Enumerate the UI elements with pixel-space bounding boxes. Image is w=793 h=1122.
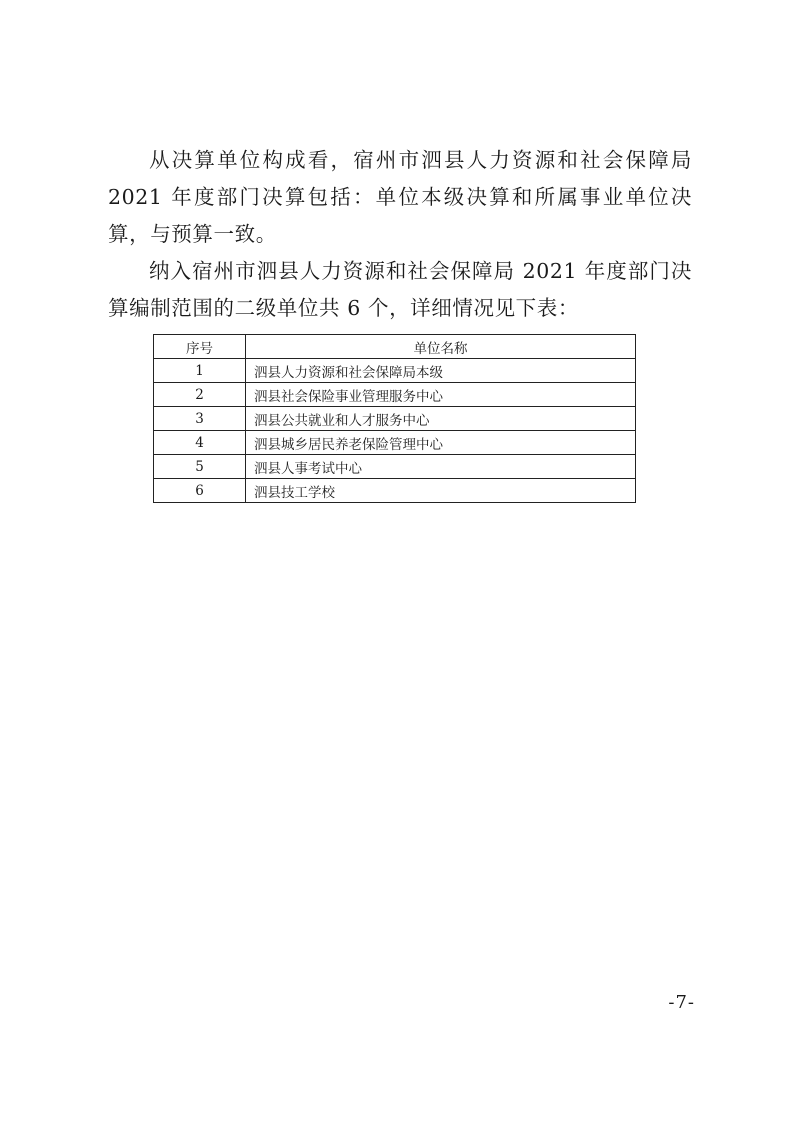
table-row — [154, 455, 636, 479]
paragraph-secondary-units: 纳入宿州市泗县人力资源和社会保障局 2021 年度部门决算编制范围的二级单位共 6 个，详细情况见下表： — [108, 259, 692, 320]
row-index: 6 — [154, 479, 246, 503]
table-row — [154, 407, 636, 431]
row-index: 1 — [154, 359, 246, 383]
row-unit-name: 泗县人力资源和社会保障局本级 — [246, 359, 636, 383]
row-index: 5 — [154, 455, 246, 479]
row-index: 3 — [154, 407, 246, 431]
table-row — [154, 431, 636, 455]
row-unit-name: 泗县人事考试中心 — [246, 455, 636, 479]
row-index: 4 — [154, 431, 246, 455]
row-unit-name: 泗县城乡居民养老保险管理中心 — [246, 431, 636, 455]
paragraph-decision-composition: 从决算单位构成看，宿州市泗县人力资源和社会保障局 2021 年度部门决算包括：单位本级决算和所属事业单位决算，与预算一致。 — [108, 148, 692, 246]
header-index: 序号 — [154, 335, 246, 359]
table-header-row — [154, 335, 636, 359]
row-unit-name: 泗县公共就业和人才服务中心 — [246, 407, 636, 431]
row-unit-name: 泗县社会保险事业管理服务中心 — [246, 383, 636, 407]
table-row — [154, 383, 636, 407]
row-unit-name: 泗县技工学校 — [246, 479, 636, 503]
page-number: -7- — [668, 992, 695, 1013]
table-row — [154, 479, 636, 503]
header-unit-name: 单位名称 — [246, 335, 636, 359]
secondary-units-table — [153, 334, 636, 503]
row-index: 2 — [154, 383, 246, 407]
table-row — [154, 359, 636, 383]
